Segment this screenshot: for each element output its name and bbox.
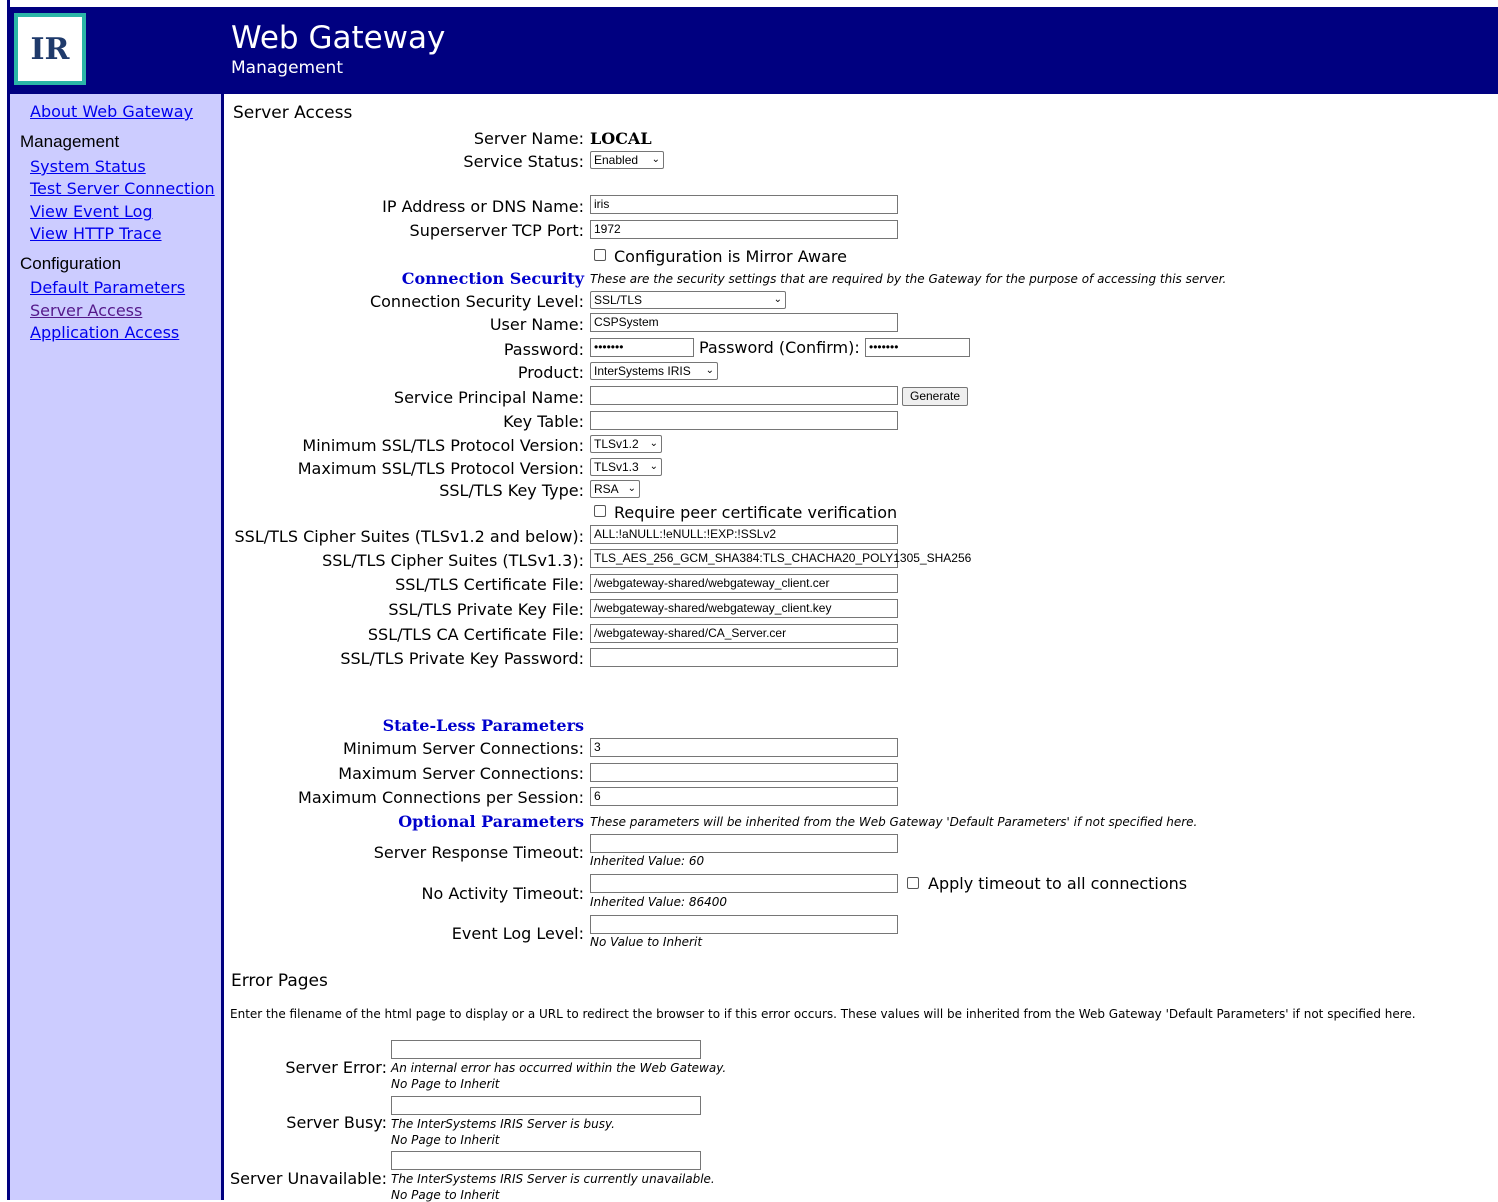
event-log-inherit: No Value to Inherit <box>590 935 703 949</box>
sidebar-item-server-access[interactable]: Server Access <box>30 301 143 320</box>
app-subtitle: Management <box>231 58 343 78</box>
logo-text: IR <box>18 17 82 81</box>
max-tls-label: Maximum SSL/TLS Protocol Version: <box>297 459 584 478</box>
connection-security-title: Connection Security <box>401 269 584 288</box>
cipher13-label: SSL/TLS Cipher Suites (TLSv1.3): <box>322 551 584 570</box>
min-tls-label: Minimum SSL/TLS Protocol Version: <box>302 436 584 455</box>
response-timeout-inherit: Inherited Value: 60 <box>590 854 705 868</box>
max-connections-label: Maximum Server Connections: <box>338 764 584 783</box>
port-input[interactable]: 1972 <box>590 220 898 239</box>
security-level-label: Connection Security Level: <box>369 292 584 311</box>
server-unavailable-input[interactable] <box>391 1151 701 1170</box>
password-confirm-input[interactable]: ••••••• <box>865 338 970 357</box>
security-level-select[interactable] <box>590 291 786 309</box>
ca-file-input[interactable]: /webgateway-shared/CA_Server.cer <box>590 624 898 643</box>
error-pages-heading: Error Pages <box>231 971 328 991</box>
no-activity-input[interactable] <box>590 874 898 893</box>
cipher12-label: SSL/TLS Cipher Suites (TLSv1.2 and below): <box>234 527 584 546</box>
key-type-label: SSL/TLS Key Type: <box>439 481 584 500</box>
max-per-session-label: Maximum Connections per Session: <box>298 788 584 807</box>
sidebar <box>10 94 221 1200</box>
apply-all-label: Apply timeout to all connections <box>928 874 1188 893</box>
page-title: Server Access <box>233 103 353 123</box>
response-timeout-input[interactable] <box>590 834 898 853</box>
port-label: Superserver TCP Port: <box>409 221 584 240</box>
service-status-select[interactable] <box>590 151 664 169</box>
sidebar-item-test-server-connection[interactable]: Test Server Connection <box>30 179 215 198</box>
password-label: Password: <box>503 340 584 359</box>
stateless-title: State-Less Parameters <box>382 716 584 735</box>
chevron-down-icon: ⌄ <box>705 365 714 376</box>
peer-verify-label: Require peer certificate verification <box>614 503 898 522</box>
sidebar-group-management: Management <box>20 132 120 151</box>
sidebar-item-view-http-trace[interactable]: View HTTP Trace <box>30 224 162 243</box>
sidebar-item-about[interactable]: About Web Gateway <box>30 102 194 121</box>
max-per-session-input[interactable]: 6 <box>590 787 898 806</box>
ip-label: IP Address or DNS Name: <box>382 197 584 216</box>
product-select[interactable] <box>590 362 718 380</box>
cert-file-label: SSL/TLS Certificate File: <box>395 575 584 594</box>
server-busy-desc: The InterSystems IRIS Server is busy. <box>391 1117 615 1131</box>
optional-title: Optional Parameters <box>398 812 584 831</box>
key-password-input[interactable] <box>590 648 898 667</box>
min-tls-value: TLSv1.2 <box>594 437 639 451</box>
product-value: InterSystems IRIS <box>594 364 691 378</box>
apply-all-checkbox[interactable] <box>907 877 919 889</box>
password-confirm-label: Password (Confirm): <box>699 338 860 357</box>
sidebar-item-view-event-log[interactable]: View Event Log <box>30 202 153 221</box>
event-log-input[interactable] <box>590 915 898 934</box>
chevron-down-icon: ⌄ <box>773 294 782 305</box>
password-input[interactable]: ••••••• <box>590 338 694 357</box>
server-unavailable-desc: The InterSystems IRIS Server is currently unavailable. <box>391 1172 715 1186</box>
key-type-value: RSA <box>594 482 619 496</box>
key-file-label: SSL/TLS Private Key File: <box>388 600 584 619</box>
no-activity-label: No Activity Timeout: <box>421 884 584 903</box>
sidebar-group-configuration: Configuration <box>20 254 122 273</box>
server-busy-inherit: No Page to Inherit <box>391 1133 500 1147</box>
chevron-down-icon: ⌄ <box>651 154 660 165</box>
sidebar-item-system-status[interactable]: System Status <box>30 157 146 176</box>
ip-input[interactable]: iris <box>590 195 898 214</box>
optional-note: These parameters will be inherited from the Web Gateway 'Default Parameters' if not specified here. <box>590 815 1198 829</box>
max-tls-select[interactable] <box>590 458 662 476</box>
product-label: Product: <box>517 363 584 382</box>
peer-verify-checkbox[interactable] <box>594 505 606 517</box>
server-busy-input[interactable] <box>391 1096 701 1115</box>
connection-security-note: These are the security settings that are required by the Gateway for the purpose of accessing this server. <box>590 272 1227 286</box>
sidebar-item-default-parameters[interactable]: Default Parameters <box>30 278 186 297</box>
service-status-label: Service Status: <box>463 152 584 171</box>
server-name-value: LOCAL <box>590 129 652 148</box>
server-error-inherit: No Page to Inherit <box>391 1077 500 1091</box>
key-file-input[interactable]: /webgateway-shared/webgateway_client.key <box>590 599 898 618</box>
mirror-aware-checkbox[interactable] <box>594 249 606 261</box>
chevron-down-icon: ⌄ <box>649 461 658 472</box>
chevron-down-icon: ⌄ <box>627 483 636 494</box>
server-unavailable-label: Server Unavailable: <box>229 1169 387 1188</box>
cipher12-input[interactable]: ALL:!aNULL:!eNULL:!EXP:!SSLv2 <box>590 525 898 544</box>
chevron-down-icon: ⌄ <box>649 438 658 449</box>
security-level-value: SSL/TLS <box>594 293 643 307</box>
generate-button[interactable]: Generate <box>902 387 968 406</box>
max-connections-input[interactable] <box>590 763 898 782</box>
min-connections-label: Minimum Server Connections: <box>342 739 584 758</box>
min-tls-select[interactable] <box>590 435 662 453</box>
mirror-aware-label: Configuration is Mirror Aware <box>614 247 847 266</box>
server-busy-label: Server Busy: <box>286 1113 387 1132</box>
service-status-value: Enabled <box>594 153 639 167</box>
server-error-desc: An internal error has occurred within the Web Gateway. <box>391 1061 727 1075</box>
no-activity-inherit: Inherited Value: 86400 <box>590 895 728 909</box>
app-title: Web Gateway <box>231 20 446 56</box>
max-tls-value: TLSv1.3 <box>594 460 639 474</box>
min-connections-input[interactable]: 3 <box>590 738 898 757</box>
spn-label: Service Principal Name: <box>393 388 584 407</box>
spn-input[interactable] <box>590 386 898 405</box>
main-content <box>224 94 1498 1200</box>
user-name-label: User Name: <box>489 315 584 334</box>
error-pages-intro: Enter the filename of the html page to display or a URL to redirect the browser to if this error occurs. These values will be inherited from the Web Gateway 'Default Parameters' if not specified here. <box>230 1007 1416 1021</box>
user-name-input[interactable]: CSPSystem <box>590 313 898 332</box>
cipher13-input[interactable]: TLS_AES_256_GCM_SHA384:TLS_CHACHA20_POLY1305_SHA256 <box>590 549 898 568</box>
event-log-label: Event Log Level: <box>451 924 584 943</box>
cert-file-input[interactable]: /webgateway-shared/webgateway_client.cer <box>590 574 898 593</box>
response-timeout-label: Server Response Timeout: <box>373 843 584 862</box>
key-table-label: Key Table: <box>503 412 584 431</box>
server-error-input[interactable] <box>391 1040 701 1059</box>
ca-file-label: SSL/TLS CA Certificate File: <box>367 625 584 644</box>
key-table-input[interactable] <box>590 411 898 430</box>
key-password-label: SSL/TLS Private Key Password: <box>340 649 584 668</box>
server-name-label: Server Name: <box>473 129 584 148</box>
sidebar-item-application-access[interactable]: Application Access <box>30 323 180 342</box>
logo <box>14 13 86 85</box>
server-unavailable-inherit: No Page to Inherit <box>391 1188 500 1202</box>
server-error-label: Server Error: <box>285 1058 387 1077</box>
key-type-select[interactable] <box>590 480 640 498</box>
